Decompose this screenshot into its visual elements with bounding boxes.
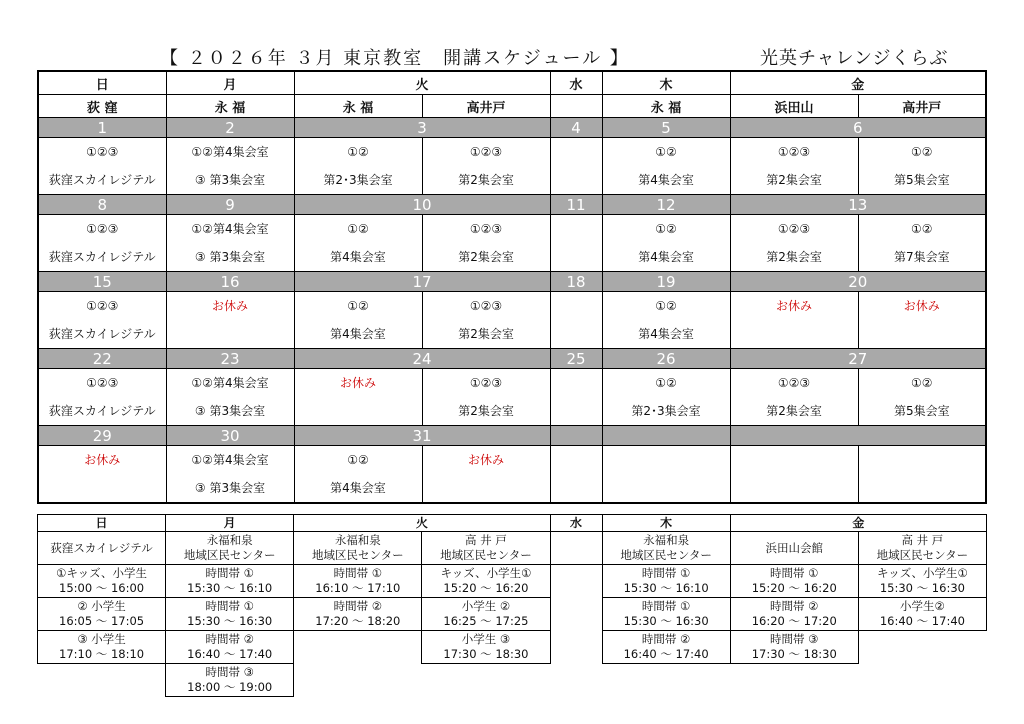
room-line: 第2集会室: [766, 250, 822, 264]
organization-name: 光英チャレンジくらぶ: [760, 48, 949, 69]
tt-slot-cell: [38, 565, 166, 598]
room-line: 第2集会室: [766, 173, 822, 187]
schedule-cell: [730, 446, 858, 504]
venue-subname: 地域区民センター: [876, 548, 969, 562]
schedule-cell: [858, 215, 986, 272]
venue-name: 永福和泉: [334, 533, 381, 547]
slot-label: 時間帯 ①: [205, 599, 254, 613]
date-cell: 8: [38, 195, 166, 215]
tt-day-header-2: 火: [294, 515, 550, 532]
slot-label: 時間帯 ①: [641, 566, 691, 580]
room-line: [731, 320, 858, 348]
venue-name: 高 井 戸: [901, 533, 944, 547]
session-line: ①②第4集会室: [191, 145, 269, 159]
slot-label: 時間帯 ③: [770, 632, 819, 646]
tt-slot-cell: [730, 664, 858, 697]
slot-time: 16:40 ～ 17:40: [623, 647, 709, 661]
room-line: 第2集会室: [458, 404, 514, 418]
tt-slot-cell: [166, 598, 294, 631]
room-line: 第2･3集会室: [323, 173, 393, 187]
schedule-cell: [550, 369, 602, 426]
session-line: お休み: [776, 299, 813, 313]
session-line: [731, 446, 858, 474]
date-cell: 31: [294, 426, 550, 446]
room-line: [551, 166, 602, 194]
page-title: 【 ２０２６年 ３月 東京教室 開講スケジュール 】: [160, 48, 630, 69]
room-line: ③ 第3集会室: [194, 250, 266, 264]
date-cell: 22: [38, 349, 166, 369]
slot-time: 15:30 ～ 16:10: [187, 581, 273, 595]
slot-time: 15:30 ～ 16:10: [623, 581, 709, 595]
date-cell: [730, 426, 986, 446]
date-row: [38, 426, 986, 446]
room-line: [731, 474, 858, 502]
session-line: ①②③: [86, 145, 119, 159]
slot-time: 17:30 ～ 18:30: [751, 647, 837, 661]
schedule-cell: [602, 292, 730, 349]
slot-label: 時間帯 ①: [333, 566, 383, 580]
tt-venue-cell: [422, 532, 550, 565]
day-header-5: 金: [730, 71, 986, 95]
schedule-cell: [422, 369, 550, 426]
room-line: [295, 397, 422, 425]
room-line: ③ 第3集会室: [194, 404, 266, 418]
tt-slot-row: [38, 664, 987, 697]
date-cell: 1: [38, 118, 166, 138]
slot-label: 時間帯 ②: [770, 599, 819, 613]
room-line: [859, 474, 986, 502]
room-line: 第5集会室: [893, 173, 950, 187]
slot-time: 17:20 ～ 18:20: [315, 614, 401, 628]
tt-slot-cell: [602, 565, 730, 598]
date-cell: 6: [730, 118, 986, 138]
tt-slot-row: [38, 565, 987, 598]
tt-slot-cell: [858, 598, 986, 631]
room-line: 第7集会室: [893, 250, 950, 264]
room-line: 第2集会室: [458, 327, 514, 341]
date-cell: 27: [730, 349, 986, 369]
day-header-3: 水: [550, 71, 602, 95]
schedule-calendar: [37, 70, 987, 504]
schedule-cell: [858, 446, 986, 504]
room-line: 第2集会室: [766, 404, 822, 418]
day-header-row: [38, 71, 986, 95]
schedule-cell: [730, 369, 858, 426]
slot-label: 小学生②: [900, 599, 945, 613]
session-line: ①②: [655, 222, 677, 236]
day-header-4: 木: [602, 71, 730, 95]
room-line: 第2･3集会室: [631, 404, 701, 418]
session-line: ①②: [347, 453, 369, 467]
date-cell: 15: [38, 272, 166, 292]
date-row: [38, 118, 986, 138]
schedule-cell: [422, 215, 550, 272]
day-header-0: 日: [38, 71, 166, 95]
room-line: 第4集会室: [638, 173, 694, 187]
tt-venue-row: [38, 532, 987, 565]
tt-venue-cell: [294, 532, 422, 565]
schedule-row: [38, 215, 986, 272]
date-cell: 10: [294, 195, 550, 215]
date-cell: [550, 426, 602, 446]
slot-time: 16:40 ～ 17:40: [187, 647, 273, 661]
schedule-cell: [550, 292, 602, 349]
session-line: [551, 446, 602, 474]
schedule-cell: [38, 292, 166, 349]
room-line: 荻窪スカイレジテル: [48, 250, 156, 264]
slot-label: 小学生 ③: [461, 632, 511, 646]
session-line: ①②: [655, 376, 677, 390]
day-header-1: 月: [166, 71, 294, 95]
room-line: 第2集会室: [458, 173, 514, 187]
date-cell: 26: [602, 349, 730, 369]
slot-time: 15:30 ～ 16:30: [879, 581, 965, 595]
venue-name: 荻窪スカイレジテル: [50, 540, 153, 555]
tt-slot-cell: [38, 598, 166, 631]
slot-time: 17:30 ～ 18:30: [443, 647, 529, 661]
session-line: [859, 446, 986, 474]
room-line: 第4集会室: [638, 327, 694, 341]
session-line: ①②③: [777, 145, 811, 159]
schedule-cell: [38, 215, 166, 272]
session-line: ①②③: [86, 222, 119, 236]
schedule-cell: [38, 446, 166, 504]
session-line: ①②: [347, 222, 369, 236]
room-line: [551, 474, 602, 502]
tt-day-header-1: 月: [166, 515, 294, 532]
schedule-cell: [550, 446, 602, 504]
venue-header: 浜田山: [730, 95, 858, 118]
date-cell: 18: [550, 272, 602, 292]
date-row: [38, 195, 986, 215]
venue-name: 永福和泉: [206, 533, 253, 547]
room-line: [167, 320, 294, 348]
tt-slot-cell: [602, 598, 730, 631]
session-line: [603, 446, 730, 474]
slot-label: ①キッズ、小学生: [56, 566, 148, 580]
session-line: ①②③: [469, 376, 503, 390]
slot-label: 時間帯 ②: [333, 599, 383, 613]
tt-slot-cell: [294, 598, 422, 631]
tt-day-header-5: 金: [730, 515, 986, 532]
schedule-row: [38, 138, 986, 195]
tt-slot-cell: [294, 565, 422, 598]
slot-label: 時間帯 ②: [641, 632, 691, 646]
date-row: [38, 272, 986, 292]
slot-label: ③ 小学生: [77, 632, 126, 646]
session-line: ①②③: [86, 376, 119, 390]
tt-slot-cell: [38, 664, 166, 697]
room-line: [551, 320, 602, 348]
session-line: [551, 138, 602, 166]
tt-slot-cell: [730, 598, 858, 631]
session-line: [551, 215, 602, 243]
slot-label: 時間帯 ①: [770, 566, 819, 580]
date-row: [38, 349, 986, 369]
session-line: ①②③: [777, 376, 811, 390]
tt-slot-cell: [550, 631, 602, 664]
tt-slot-cell: [166, 565, 294, 598]
tt-slot-cell: [602, 631, 730, 664]
venue-subname: 地域区民センター: [620, 548, 712, 562]
schedule-cell: [166, 138, 294, 195]
room-line: [859, 320, 986, 348]
tt-slot-cell: [422, 565, 550, 598]
session-line: ①②第4集会室: [191, 376, 269, 390]
schedule-row: [38, 292, 986, 349]
schedule-cell: [858, 138, 986, 195]
date-cell: 19: [602, 272, 730, 292]
venue-subname: 地域区民センター: [312, 548, 404, 562]
session-line: お休み: [211, 299, 248, 313]
slot-time: 15:00 ～ 16:00: [59, 581, 145, 595]
slot-time: 16:05 ～ 17:05: [59, 614, 145, 628]
date-cell: 20: [730, 272, 986, 292]
schedule-cell: [858, 369, 986, 426]
slot-time: 15:30 ～ 16:30: [623, 614, 709, 628]
tt-slot-cell: [422, 631, 550, 664]
venue-name: 浜田山会館: [765, 540, 823, 555]
venue-header: 永 福: [602, 95, 730, 118]
session-line: お休み: [339, 376, 376, 390]
schedule-cell: [858, 292, 986, 349]
tt-venue-cell: [730, 532, 858, 565]
schedule-cell: [602, 138, 730, 195]
tt-slot-cell: [602, 664, 730, 697]
tt-venue-cell: [550, 532, 602, 565]
slot-label: 時間帯 ③: [205, 665, 254, 679]
date-cell: 3: [294, 118, 550, 138]
tt-slot-cell: [858, 631, 986, 664]
schedule-cell: [166, 292, 294, 349]
schedule-cell: [294, 292, 422, 349]
schedule-cell: [602, 369, 730, 426]
date-cell: 29: [38, 426, 166, 446]
date-cell: 17: [294, 272, 550, 292]
schedule-cell: [422, 292, 550, 349]
venue-header: 荻 窪: [38, 95, 166, 118]
venue-header: 永 福: [294, 95, 422, 118]
session-line: [551, 369, 602, 397]
session-line: お休み: [468, 453, 505, 467]
slot-label: 時間帯 ①: [205, 566, 254, 580]
schedule-cell: [602, 215, 730, 272]
venue-name: 高 井 戸: [465, 533, 507, 547]
tt-venue-cell: [38, 532, 166, 565]
date-cell: 24: [294, 349, 550, 369]
schedule-cell: [602, 446, 730, 504]
session-line: ①②: [911, 145, 933, 159]
tt-slot-cell: [294, 631, 422, 664]
date-cell: 12: [602, 195, 730, 215]
schedule-row: [38, 446, 986, 504]
session-line: ①②: [911, 376, 933, 390]
tt-slot-cell: [550, 565, 602, 598]
room-line: [423, 474, 550, 502]
session-line: ①②③: [469, 145, 503, 159]
slot-label: 時間帯 ①: [641, 599, 691, 613]
tt-day-header-3: 水: [550, 515, 602, 532]
slot-time: 15:20 ～ 16:20: [443, 581, 529, 595]
room-line: [551, 397, 602, 425]
session-line: ①②③: [469, 222, 503, 236]
date-cell: [602, 426, 730, 446]
schedule-cell: [730, 138, 858, 195]
session-line: ①②: [911, 222, 933, 236]
room-line: 第4集会室: [638, 250, 694, 264]
slot-label: ② 小学生: [77, 599, 126, 613]
tt-slot-row: [38, 631, 987, 664]
day-header-2: 火: [294, 71, 550, 95]
tt-slot-cell: [294, 664, 422, 697]
venue-header-row: [38, 95, 986, 118]
room-line: [39, 474, 166, 502]
tt-slot-cell: [550, 598, 602, 631]
tt-venue-cell: [166, 532, 294, 565]
session-line: ①②: [655, 299, 677, 313]
slot-time: 16:10 ～ 17:10: [315, 581, 401, 595]
tt-slot-cell: [730, 631, 858, 664]
session-line: ①②: [347, 299, 369, 313]
schedule-cell: [38, 138, 166, 195]
session-line: ①②第4集会室: [191, 222, 269, 236]
slot-label: 時間帯 ②: [205, 632, 254, 646]
slot-label: キッズ、小学生①: [876, 566, 968, 580]
session-line: お休み: [903, 299, 940, 313]
date-cell: 23: [166, 349, 294, 369]
tt-slot-cell: [858, 664, 986, 697]
venue-header: [550, 95, 602, 118]
room-line: 第5集会室: [893, 404, 950, 418]
venue-header: 永 福: [166, 95, 294, 118]
room-line: 第2集会室: [458, 250, 514, 264]
room-line: 第4集会室: [330, 481, 386, 495]
date-cell: 30: [166, 426, 294, 446]
tt-day-header-4: 木: [602, 515, 730, 532]
slot-label: キッズ、小学生①: [440, 566, 532, 580]
venue-subname: 地域区民センター: [440, 548, 532, 562]
schedule-cell: [730, 292, 858, 349]
tt-slot-cell: [422, 664, 550, 697]
room-line: ③ 第3集会室: [194, 481, 266, 495]
schedule-cell: [294, 369, 422, 426]
date-cell: 16: [166, 272, 294, 292]
session-line: ①②: [655, 145, 677, 159]
tt-slot-row: [38, 598, 987, 631]
session-line: [551, 292, 602, 320]
session-line: ①②第4集会室: [191, 453, 269, 467]
venue-header: 高井戸: [858, 95, 986, 118]
tt-slot-cell: [166, 664, 294, 697]
tt-venue-cell: [858, 532, 986, 565]
slot-time: 17:10 ～ 18:10: [59, 647, 145, 661]
session-line: お休み: [84, 453, 121, 467]
schedule-cell: [422, 138, 550, 195]
room-line: 荻窪スカイレジテル: [48, 173, 156, 187]
slot-time: 15:20 ～ 16:20: [751, 581, 837, 595]
tt-day-header-row: [38, 515, 987, 532]
schedule-cell: [550, 215, 602, 272]
tt-venue-cell: [602, 532, 730, 565]
session-line: ①②: [347, 145, 369, 159]
schedule-cell: [730, 215, 858, 272]
slot-time: 16:25 ～ 17:25: [443, 614, 529, 628]
schedule-cell: [294, 215, 422, 272]
room-line: 第4集会室: [330, 250, 386, 264]
slot-time: 16:40 ～ 17:40: [879, 614, 965, 628]
tt-day-header-0: 日: [38, 515, 166, 532]
slot-label: 小学生 ②: [461, 599, 511, 613]
session-line: ①②③: [86, 299, 119, 313]
venue-header: 高井戸: [422, 95, 550, 118]
tt-slot-cell: [550, 664, 602, 697]
schedule-row: [38, 369, 986, 426]
schedule-cell: [166, 369, 294, 426]
schedule-cell: [550, 138, 602, 195]
tt-slot-cell: [730, 565, 858, 598]
date-cell: 2: [166, 118, 294, 138]
schedule-cell: [166, 215, 294, 272]
schedule-cell: [294, 138, 422, 195]
venue-name: 永福和泉: [643, 533, 690, 547]
session-line: ①②③: [469, 299, 503, 313]
schedule-cell: [166, 446, 294, 504]
schedule-cell: [38, 369, 166, 426]
date-cell: 25: [550, 349, 602, 369]
room-line: 荻窪スカイレジテル: [48, 404, 156, 418]
room-line: [603, 474, 730, 502]
room-line: 荻窪スカイレジテル: [48, 327, 156, 341]
tt-slot-cell: [858, 565, 986, 598]
venue-subname: 地域区民センター: [183, 548, 276, 562]
room-line: 第4集会室: [330, 327, 386, 341]
session-line: ①②③: [777, 222, 811, 236]
date-cell: 5: [602, 118, 730, 138]
date-cell: 13: [730, 195, 986, 215]
room-line: [551, 243, 602, 271]
timetable: [37, 514, 987, 697]
tt-slot-cell: [38, 631, 166, 664]
tt-slot-cell: [422, 598, 550, 631]
slot-time: 15:30 ～ 16:30: [187, 614, 273, 628]
room-line: ③ 第3集会室: [194, 173, 266, 187]
slot-time: 16:20 ～ 17:20: [751, 614, 837, 628]
date-cell: 11: [550, 195, 602, 215]
slot-time: 18:00 ～ 19:00: [187, 680, 273, 694]
date-cell: 9: [166, 195, 294, 215]
tt-slot-cell: [166, 631, 294, 664]
schedule-cell: [422, 446, 550, 504]
date-cell: 4: [550, 118, 602, 138]
schedule-cell: [294, 446, 422, 504]
